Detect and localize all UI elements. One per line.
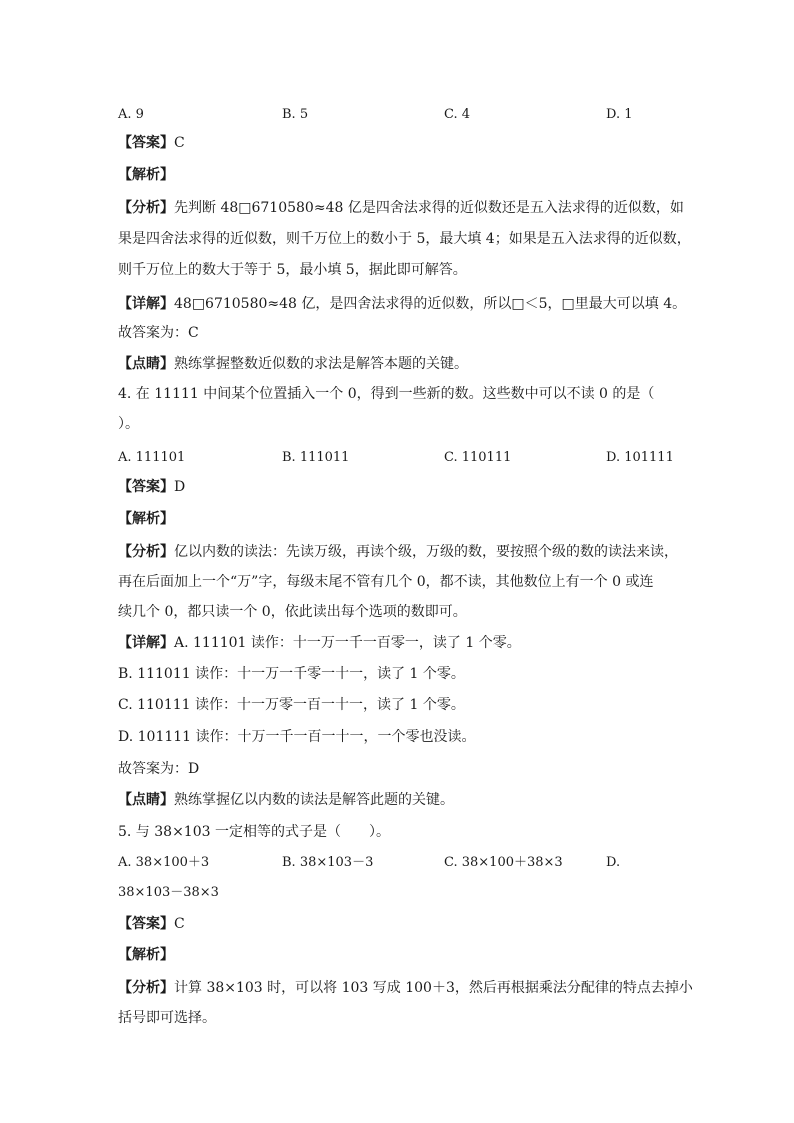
answer-value: C	[174, 135, 185, 151]
q4-option-d: D. 101111	[606, 450, 674, 465]
fenxi-text: 计算 38×103 时，可以将 103 写成 100＋3，然后再根据乘法分配律的特点去掉小	[174, 980, 693, 996]
q5-option-b: B. 38×103－3	[282, 855, 374, 870]
q5-analysis-tag: 【解析】	[118, 947, 174, 963]
xiangjie-text: 48□6710580≈48 亿，是四舍法求得的近似数，所以□＜5，□里最大可以填 4。	[174, 296, 687, 312]
q3-fenxi-line-3: 则千万位上的数大于等于 5，最小填 5，据此即可解答。	[118, 262, 467, 278]
q4-xiangjie-line-4: D. 101111 读作：十万一千一百一十一，一个零也没读。	[118, 729, 476, 745]
q5-option-c: C. 38×100＋38×3	[444, 855, 563, 870]
dianjing-tag: 【点睛】	[118, 792, 174, 808]
q4-stem-line-1: 4. 在 11111 中间某个位置插入一个 0，得到一些新的数。这些数中可以不读 0 的是（	[118, 386, 655, 402]
q3-answer	[118, 134, 185, 152]
q5-fenxi-line-2: 括号即可选择。	[118, 1010, 216, 1026]
answer-tag: 【答案】	[118, 916, 174, 932]
q4-conclusion: 故答案为：D	[118, 761, 200, 777]
dianjing-tag: 【点睛】	[118, 356, 174, 372]
q4-stem-line-2: ）。	[118, 416, 139, 432]
q3-option-b: B. 5	[282, 107, 309, 122]
q3-dianjing	[118, 355, 468, 373]
fenxi-tag: 【分析】	[118, 544, 174, 560]
fenxi-tag: 【分析】	[118, 200, 174, 216]
q5-option-d-continued: 38×103－38×3	[118, 885, 219, 900]
q4-answer	[118, 478, 185, 496]
q4-xiangjie-line-2: B. 111011 读作：十一万一千零一十一，读了 1 个零。	[118, 666, 465, 682]
q4-option-a: A. 111101	[118, 450, 186, 465]
answer-tag: 【答案】	[118, 135, 174, 151]
q5-answer	[118, 915, 185, 933]
q5-fenxi-line-1	[118, 979, 693, 997]
q3-option-d: D. 1	[606, 107, 633, 122]
q3-fenxi-line-1	[118, 199, 684, 217]
q4-fenxi-line-2: 再在后面加上一个“万”字，每级末尾不管有几个 0，都不读，其他数位上有一个 0 或连	[118, 574, 654, 590]
xiangjie-tag: 【详解】	[118, 635, 174, 651]
fenxi-text: 先判断 48□6710580≈48 亿是四舍法求得的近似数还是五入法求得的近似数，如	[174, 200, 684, 216]
q3-fenxi-line-2: 果是四舍法求得的近似数，则千万位上的数小于 5，最大填 4；如果是五入法求得的近似数，	[118, 231, 691, 247]
q5-option-d: D.	[606, 855, 621, 870]
q3-option-c: C. 4	[444, 107, 471, 122]
q3-option-a: A. 9	[118, 107, 144, 122]
xiangjie-text: A. 111101 读作：十一万一千一百零一，读了 1 个零。	[174, 635, 521, 651]
q3-analysis-tag: 【解析】	[118, 167, 174, 183]
answer-value: C	[174, 916, 185, 932]
q4-fenxi-line-1	[118, 543, 678, 561]
q5-stem: 5. 与 38×103 一定相等的式子是（ ）。	[118, 824, 390, 840]
answer-value: D	[174, 479, 186, 495]
q4-option-b: B. 111011	[282, 450, 350, 465]
xiangjie-tag: 【详解】	[118, 296, 174, 312]
q3-xiangjie	[118, 295, 686, 313]
q4-fenxi-line-3: 续几个 0，都只读一个 0，依此读出每个选项的数即可。	[118, 604, 467, 620]
q4-xiangjie-line-1	[118, 634, 521, 652]
q4-xiangjie-line-3: C. 110111 读作：十一万零一百一十一，读了 1 个零。	[118, 697, 465, 713]
q4-analysis-tag: 【解析】	[118, 511, 174, 527]
fenxi-text: 亿以内数的读法：先读万级，再读个级，万级的数，要按照个级的数的读法来读，	[174, 544, 678, 560]
dianjing-text: 熟练掌握整数近似数的求法是解答本题的关键。	[174, 356, 468, 372]
fenxi-tag: 【分析】	[118, 980, 174, 996]
q3-conclusion: 故答案为：C	[118, 325, 199, 341]
dianjing-text: 熟练掌握亿以内数的读法是解答此题的关键。	[174, 792, 454, 808]
q4-option-c: C. 110111	[444, 450, 512, 465]
q5-option-a: A. 38×100＋3	[118, 855, 210, 870]
q4-dianjing	[118, 791, 454, 809]
answer-tag: 【答案】	[118, 479, 174, 495]
